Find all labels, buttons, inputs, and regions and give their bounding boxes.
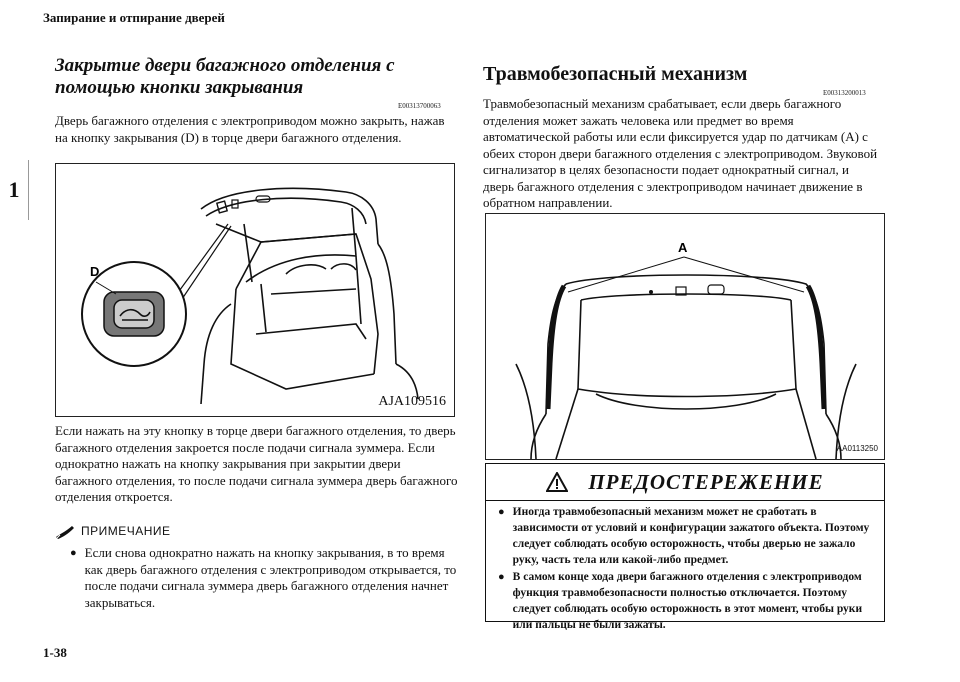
callout-a-label: A — [678, 240, 688, 255]
figure-tailgate-sensors — [485, 213, 885, 460]
section-code: E00313200013 — [823, 89, 866, 97]
tailgate-rear-illustration — [486, 214, 884, 459]
warning-box — [485, 463, 885, 631]
section-title-close-button: Закрытие двери багажного отделения с помощью кнопки закрывания — [55, 55, 395, 98]
after-figure-paragraph: Если нажать на эту кнопку в торце двери багажного отделения, то дверь багажного отделения закроется после подачи сигнала зуммера. Если однократно нажать на кнопку закрывания при закрытии двери багажного отделения, то после подачи сигнала зуммера дверь багажного отделения откроется. — [55, 423, 458, 504]
warning-list — [498, 504, 878, 634]
page-header: Запирание и отпирание дверей — [43, 10, 225, 25]
bullet-dot-icon: ● — [498, 571, 505, 583]
tailgate-open-illustration — [56, 164, 454, 416]
page-number: 1-38 — [43, 645, 67, 660]
warning-title: ПРЕДОСТЕРЕЖЕНИЕ — [588, 469, 824, 494]
callout-d-label: D — [90, 264, 100, 279]
note-pen-icon — [55, 523, 75, 539]
note-title: ПРИМЕЧАНИЕ — [81, 524, 171, 538]
note-item-text: Если снова однократно нажать на кнопку закрывания, в то время как дверь багажного отделения с электроприводом открывается, то после подачи сигнала зуммера дверь багажного отделения начнет закрываться. — [84, 545, 457, 610]
bullet-dot-icon: ● — [498, 506, 505, 518]
warning-triangle-icon — [546, 472, 568, 492]
warning-item-text: В самом конце хода двери багажного отделения с электроприводом функция травмобезопасности полностью отключается. Поэтому следует соблюдать особую осторожность в этот момент, чтобы руки или пальцы не были зажаты. — [512, 571, 863, 631]
figure-caption: AA0113250 — [836, 444, 878, 453]
warning-header — [486, 464, 884, 501]
intro-paragraph: Дверь багажного отделения с электроприводом можно закрыть, нажав на кнопку закрывания (D) в торце двери багажного отделения. — [55, 113, 445, 145]
note-item — [70, 545, 460, 611]
section-title-anti-pinch: Травмобезопасный механизм — [483, 63, 748, 85]
chapter-tab: 1 — [0, 160, 29, 220]
figure-tailgate-button — [55, 163, 455, 417]
figure-caption: AJA109516 — [378, 394, 446, 409]
anti-pinch-paragraph: Травмобезопасный механизм срабатывает, если дверь багажного отделения может зажать человека или предмет во время автоматической работы или если фиксируется удар по датчикам (A) с обеих сторон двери багажного отделения с электроприводом. Звуковой сигнализатор в целях безопасности подает однократный сигнал, и дверь багажного отделения с электроприводом начинает движение в обратном направлении. — [483, 96, 878, 210]
warning-item — [498, 504, 878, 568]
section-code: E00313700063 — [398, 102, 441, 110]
bullet-dot-icon: ● — [70, 547, 77, 559]
note-header — [55, 523, 171, 539]
warning-item-text: Иногда травмобезопасный механизм может не сработать в зависимости от условий и конфигурации зажатого объекта. Поэтому следует соблюдать особую осторожность, чтобы дверью не зажало руку, часть тела или какой-либо предмет. — [512, 506, 870, 566]
warning-item — [498, 569, 878, 633]
